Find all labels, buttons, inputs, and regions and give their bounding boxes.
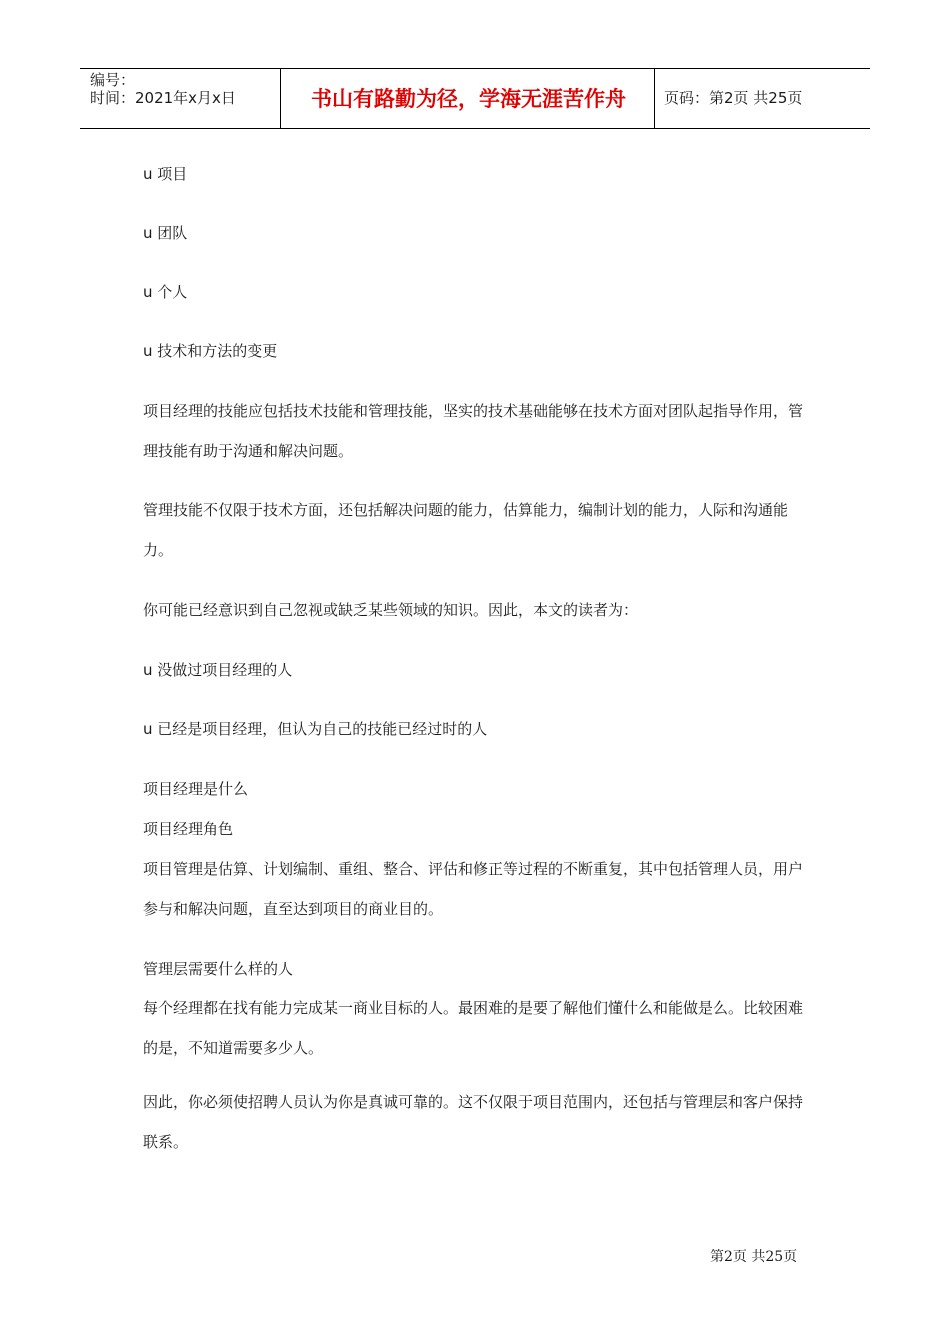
header-motto: 书山有路勤为径，学海无涯苦作舟 xyxy=(311,86,626,111)
bullet-item: u 个人 xyxy=(143,283,188,301)
body-paragraph: 项目经理的技能应包括技术技能和管理技能，坚实的技术基础能够在技术方面对团队起指导作用，管理技能有助于沟通和解决问题。 xyxy=(143,402,804,460)
bullet-item: u 团队 xyxy=(143,224,188,242)
body-paragraph: 因此，你必须使招聘人员认为你是真诚可靠的。这不仅限于项目范围内，还包括与管理层和客户保持联系。 xyxy=(143,1093,804,1151)
section-heading: 项目经理是什么 xyxy=(143,780,249,798)
header-divider xyxy=(654,69,655,128)
bullet-item: u 项目 xyxy=(143,165,188,183)
body-paragraph: 你可能已经意识到自己忽视或缺乏某些领域的知识。因此，本文的读者为： xyxy=(143,601,639,619)
header-divider xyxy=(280,69,281,128)
bullet-item: u 已经是项目经理，但认为自己的技能已经过时的人 xyxy=(143,720,488,738)
document-number-label: 编号： xyxy=(90,71,136,89)
bullet-item: u 没做过项目经理的人 xyxy=(143,661,293,679)
page-footer: 第2页 共25页 xyxy=(710,1249,798,1265)
body-paragraph: 管理技能不仅限于技术方面，还包括解决问题的能力，估算能力，编制计划的能力，人际和沟通能力。 xyxy=(143,501,789,559)
section-heading: 项目经理角色 xyxy=(143,820,234,838)
header-meta xyxy=(90,71,280,107)
page-header xyxy=(80,68,870,129)
body-paragraph: 每个经理都在找有能力完成某一商业目标的人。最困难的是要了解他们懂什么和能做是么。比较困难的是，不知道需要多少人。 xyxy=(143,999,804,1057)
header-page-number: 页码：第2页 共25页 xyxy=(664,89,803,107)
section-heading: 管理层需要什么样的人 xyxy=(143,960,294,978)
document-time-label: 时间：2021年x月x日 xyxy=(90,89,236,107)
bullet-item: u 技术和方法的变更 xyxy=(143,342,278,360)
body-paragraph: 项目管理是估算、计划编制、重组、整合、评估和修正等过程的不断重复，其中包括管理人员，用户参与和解决问题，直至达到项目的商业目的。 xyxy=(143,860,804,918)
